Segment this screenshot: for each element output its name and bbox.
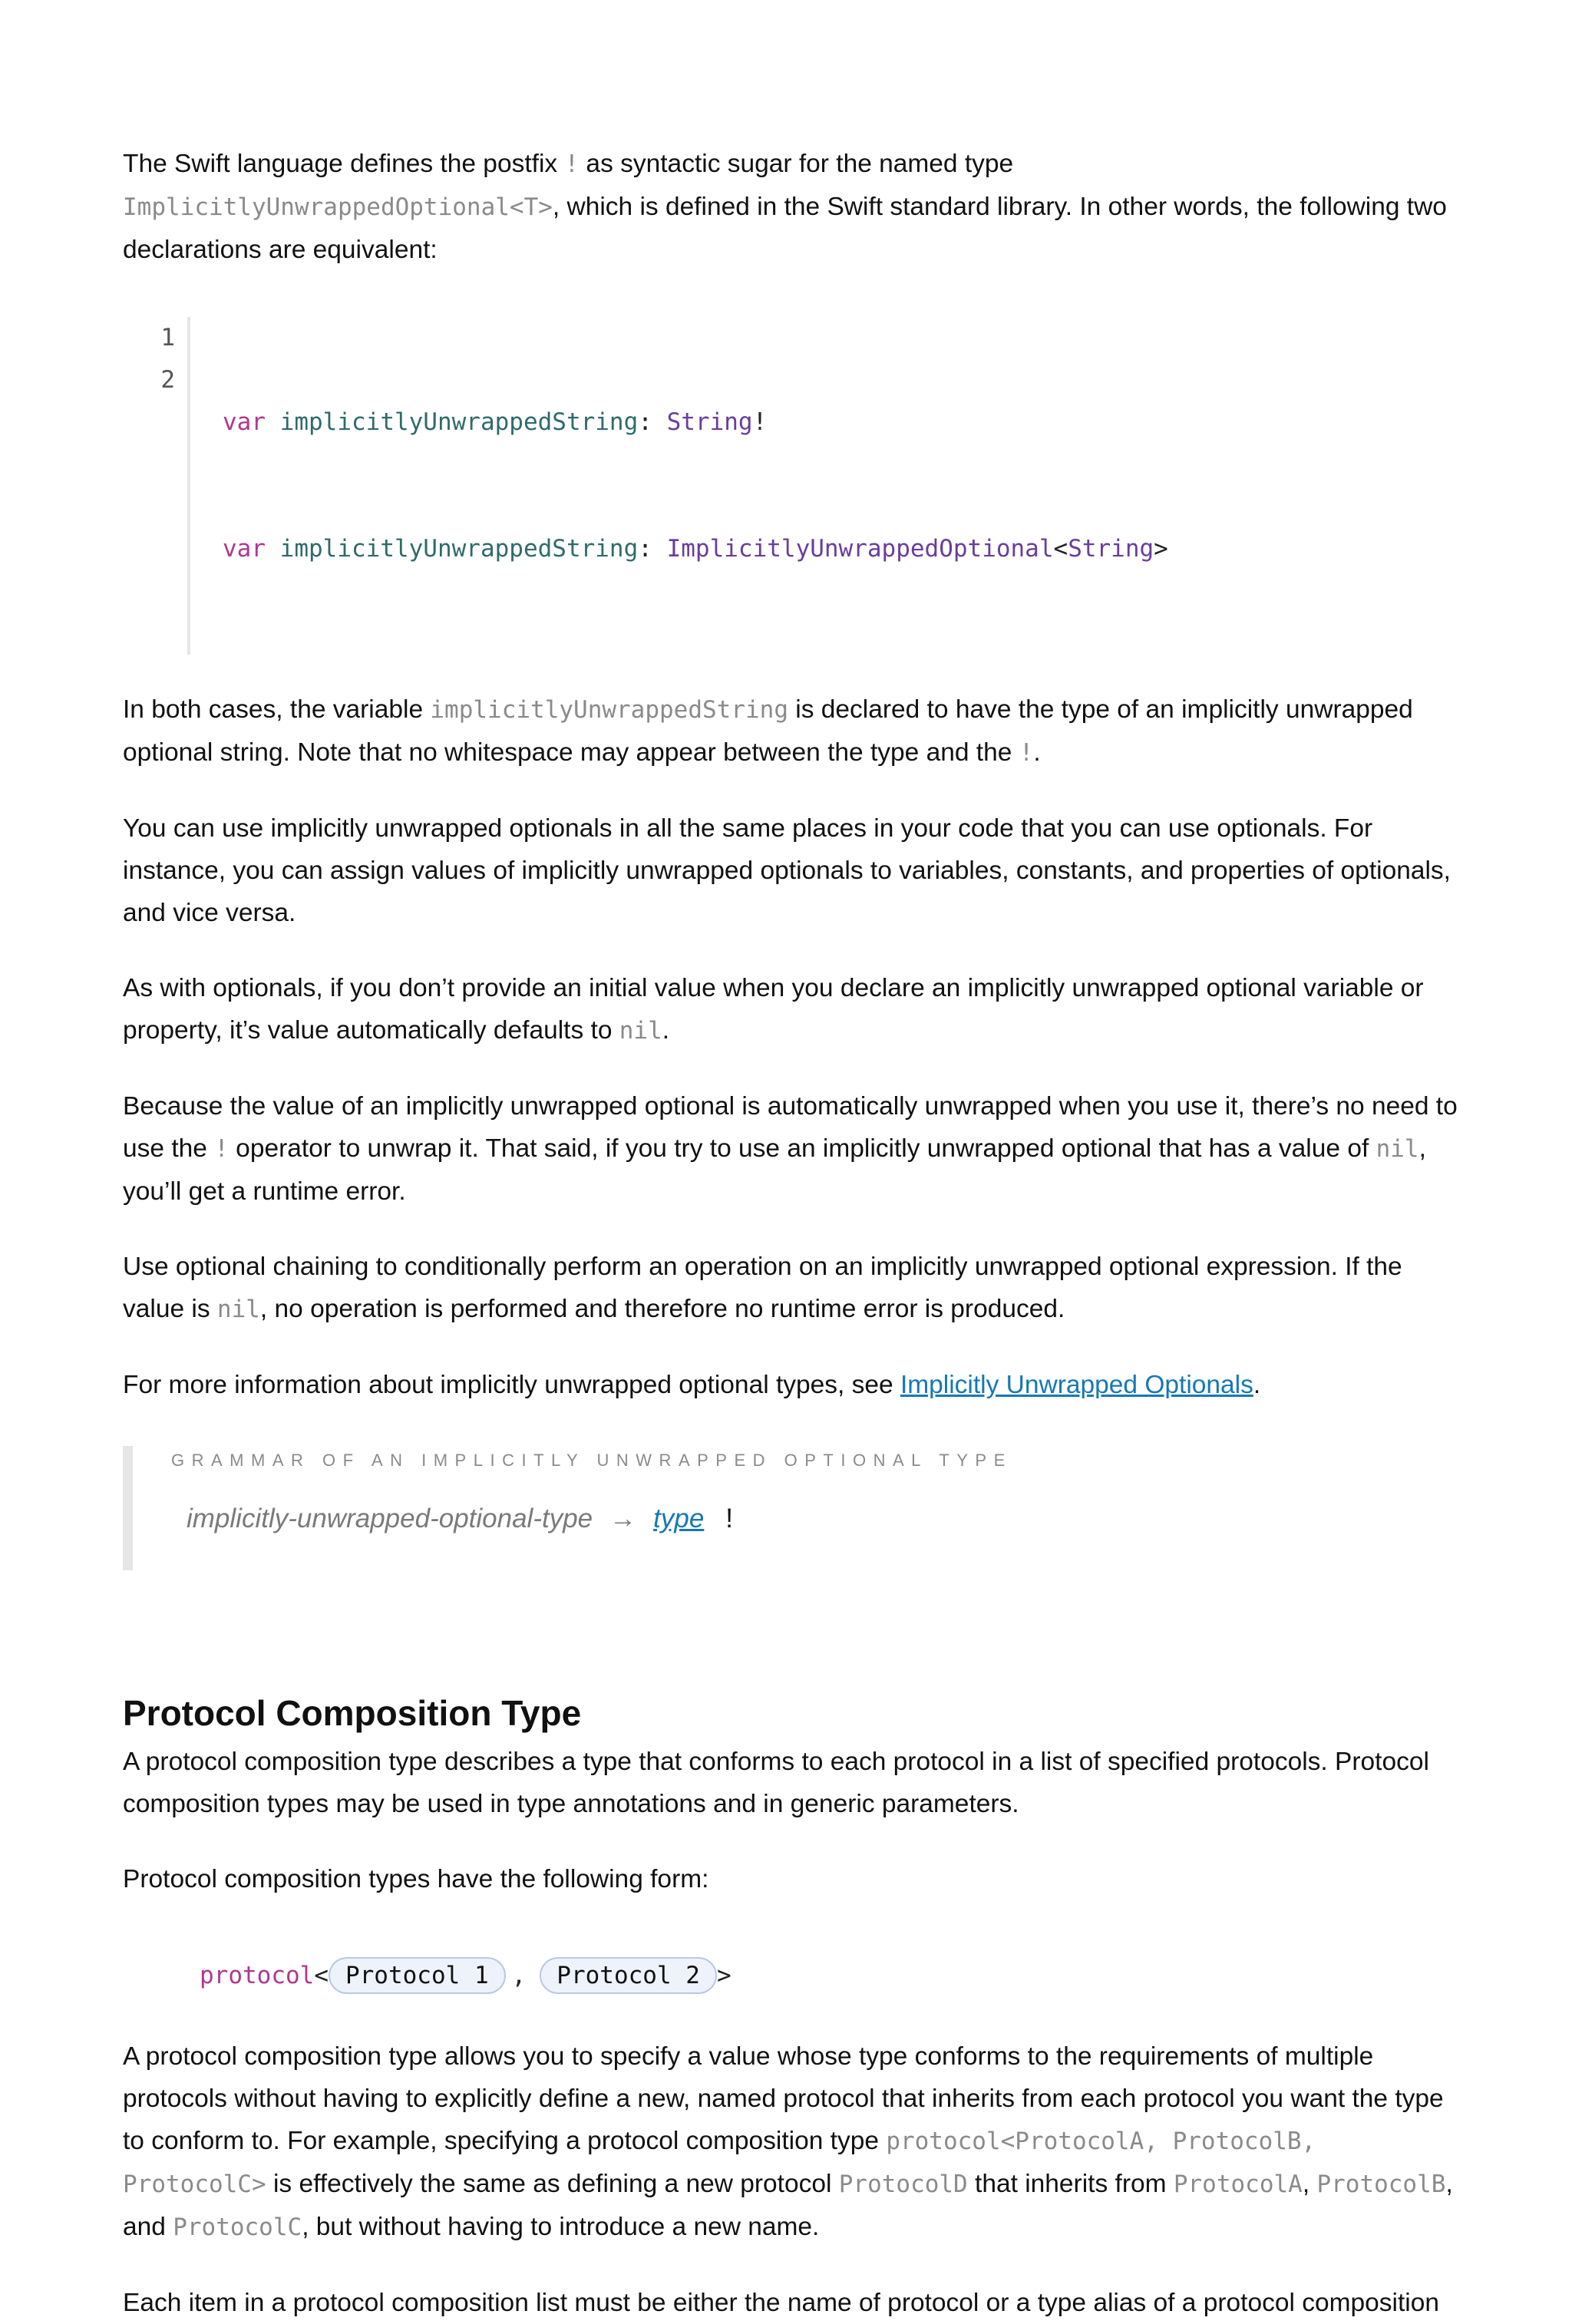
form-punct: > [716, 1962, 732, 1989]
paragraph-optional-chaining [123, 1246, 1458, 1331]
code-listing [123, 317, 1458, 655]
code-line-1 [223, 401, 1168, 444]
inline-code: nil [216, 1296, 260, 1323]
text-run: , [1302, 2170, 1317, 2198]
code-punct: : [638, 535, 667, 563]
text-run: , but without having to introduce a new name. [302, 2213, 820, 2241]
text-run: . [662, 1016, 670, 1045]
text-run: . [1253, 1371, 1261, 1399]
inline-code: implicitlyUnwrappedString [430, 696, 788, 724]
line-number: 1 [160, 324, 175, 352]
code-type: String [666, 408, 753, 436]
code-lines [190, 317, 1168, 655]
inline-code: ! [214, 1135, 229, 1163]
paragraph-composition-explained [123, 2035, 1458, 2249]
code-type: String [1068, 535, 1154, 563]
code-identifier: implicitlyUnwrappedString [279, 408, 639, 436]
code-punct: < [1053, 535, 1068, 563]
code-identifier: implicitlyUnwrappedString [279, 535, 639, 563]
code-keyword: var [223, 408, 266, 436]
grammar-terminal: ! [725, 1504, 734, 1533]
inline-code: ImplicitlyUnwrappedOptional<T> [123, 193, 553, 221]
code-punct: > [1154, 535, 1168, 563]
text-run: operator to unwrap it. That said, if you try to use an implicitly unwrapped optional that has a value of [228, 1134, 1376, 1163]
paragraph-default-nil [123, 967, 1458, 1052]
paragraph-form-intro: Protocol composition types have the following form: [123, 1865, 709, 1893]
text-run: that inherits from [967, 2170, 1174, 2198]
inline-code: ! [1019, 739, 1034, 767]
code-line-2 [223, 528, 1168, 570]
form-keyword: protocol [200, 1962, 315, 1989]
form-punct: < [314, 1962, 329, 1989]
text-run: as syntactic sugar for the named type [579, 150, 1014, 178]
text-run: . [1033, 738, 1041, 767]
paragraph-composition-intro: A protocol composition type describes a type that conforms to each protocol in a list of specified protocols. Protocol composition types may be used in type annotations and in generic parameters. [123, 1748, 1429, 1818]
placeholder-token: Protocol 2 [540, 1957, 717, 1994]
line-numbers [123, 317, 190, 655]
code-type: ImplicitlyUnwrappedOptional [666, 535, 1054, 563]
grammar-rule [187, 1501, 1458, 1536]
section-heading: Protocol Composition Type [123, 1693, 582, 1733]
inline-code: ProtocolB [1316, 2170, 1446, 2198]
implicitly-unwrapped-optionals-link[interactable]: Implicitly Unwrapped Optionals [900, 1371, 1253, 1399]
paragraph-more-info [123, 1364, 1458, 1406]
text-run: , no operation is performed and therefore no runtime error is produced. [259, 1295, 1065, 1323]
inline-code: ProtocolA [1173, 2170, 1303, 2198]
grammar-title: GRAMMAR OF AN IMPLICITLY UNWRAPPED OPTIONAL TYPE [171, 1451, 1012, 1470]
text-run: Use optional chaining to conditionally perform an operation on an implicitly unwrapped optional expression. If the value is [123, 1253, 1402, 1323]
code-keyword: var [223, 535, 266, 563]
paragraph-auto-unwrap [123, 1085, 1458, 1213]
grammar-type-link[interactable]: type [653, 1504, 705, 1533]
inline-code: nil [1376, 1135, 1419, 1163]
placeholder-token: Protocol 1 [329, 1957, 506, 1994]
paragraph-both-cases [123, 688, 1458, 774]
text-run: is declared to have the type of an implicitly unwrapped optional string. Note that no whitespace may appear between the type and the [123, 695, 1413, 767]
document-content [123, 143, 1458, 2324]
text-run: , which is defined in the Swift standard library. In other words, the following two declarations are equivalent: [123, 193, 1447, 264]
inline-code: ProtocolD [838, 2170, 968, 2198]
text-run: , you’ll get a runtime error. [123, 1134, 1426, 1206]
grammar-nonterminal: implicitly-unwrapped-optional-type [187, 1504, 593, 1533]
text-run: The Swift language defines the postfix [123, 150, 565, 178]
text-run: As with optionals, if you don’t provide an initial value when you declare an implicitly unwrapped optional variable or property, it’s value automatically defaults to [123, 974, 1424, 1045]
text-run: , and [123, 2170, 1453, 2241]
text-run: A protocol composition type allows you to specify a value whose type conforms to the requirements of multiple protocols without having to explicitly define a new, named protocol that inherits from each protocol you want the type to conform to. For example, specifying a protocol composition type [123, 2042, 1444, 2155]
text-run: is effectively the same as defining a new protocol [266, 2170, 839, 2198]
form-punct: , [511, 1962, 527, 1989]
line-number: 2 [160, 366, 175, 394]
text-run: Because the value of an implicitly unwrapped optional is automatically unwrapped when you use it, there’s no need to use the [123, 1092, 1458, 1163]
code-punct: ! [752, 408, 768, 436]
text-run: In both cases, the variable [123, 695, 431, 724]
inline-code: ProtocolC [173, 2213, 302, 2241]
code-punct: : [638, 408, 667, 436]
text-run: For more information about implicitly unwrapped optional types, see [123, 1371, 900, 1399]
inline-code: protocol<ProtocolA, ProtocolB, ProtocolC> [123, 2128, 1316, 2198]
inline-code: ! [564, 150, 580, 178]
grammar-arrow: → [609, 1504, 637, 1533]
protocol-composition-form [200, 1953, 1458, 1999]
paragraph-composition-items: Each item in a protocol composition list must be either the name of protocol or a type alias of a protocol composition [123, 2289, 1439, 2317]
paragraph-postfix-sugar [123, 143, 1458, 271]
inline-code: nil [619, 1017, 662, 1045]
grammar-box [123, 1446, 1458, 1570]
paragraph-same-places: You can use implicitly unwrapped optionals in all the same places in your code that you can use optionals. For instance, you can assign values of implicitly unwrapped optionals to variables, constants, and properties of optionals, and vice versa. [123, 814, 1451, 927]
